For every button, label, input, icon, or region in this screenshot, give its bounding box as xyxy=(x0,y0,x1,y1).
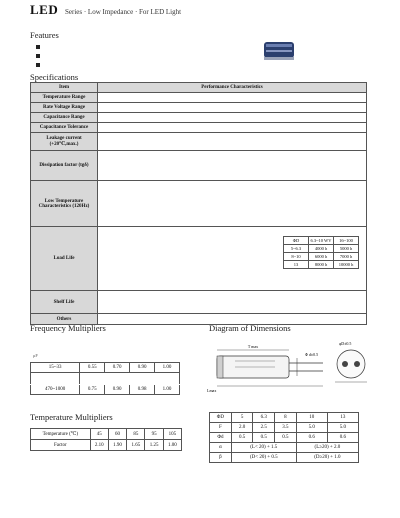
spec-item: Leakage current (+20℃,max.) xyxy=(31,133,98,151)
series-subtitle: Series · Low Impedance · For LED Light xyxy=(64,8,182,16)
table-row xyxy=(210,423,359,433)
table-cell: 8 xyxy=(275,413,297,423)
table-cell: 60 xyxy=(108,429,126,440)
table-row xyxy=(210,433,359,443)
capacitor-image xyxy=(263,40,295,62)
table-cell: 10000 h xyxy=(334,261,359,269)
table-row xyxy=(210,453,359,463)
table-cell: 7000 h xyxy=(334,253,359,261)
spec-perf xyxy=(98,291,367,314)
feature-item xyxy=(36,61,45,69)
table-cell: α xyxy=(210,443,232,453)
table-cell: 10 xyxy=(296,413,327,423)
table-cell: 1.00 xyxy=(155,385,180,395)
spec-perf xyxy=(98,123,367,133)
table-cell: 0.75 xyxy=(80,385,105,395)
table-cell: 0.6 xyxy=(327,433,358,443)
table-cell: 3.5 xyxy=(275,423,297,433)
specifications-table xyxy=(30,82,367,325)
spec-item: Shelf Life xyxy=(31,291,98,314)
table-row xyxy=(31,385,180,395)
table-cell: 6000 h xyxy=(309,253,334,261)
table-cell: 0.5 xyxy=(275,433,297,443)
dim-label-small: φD±0.5 xyxy=(339,341,352,346)
table-cell: (D< 20) + 0.5 xyxy=(231,453,296,463)
table-cell: 4000 h xyxy=(309,245,334,253)
table-cell: 0.90 xyxy=(130,363,155,373)
dim-label-left: Lmax xyxy=(207,388,217,393)
table-cell: 15~33 xyxy=(31,363,80,373)
table-cell: 45 xyxy=(90,429,108,440)
table-row xyxy=(31,373,180,385)
table-cell: 1.00 xyxy=(155,363,180,373)
unit-label: μF xyxy=(33,353,38,358)
table-cell: Φd xyxy=(210,433,232,443)
table-cell xyxy=(31,373,80,385)
table-row xyxy=(284,237,359,245)
table-cell: 1.00 xyxy=(163,440,181,451)
table-cell: 0.70 xyxy=(105,363,130,373)
table-cell: 470~1000 xyxy=(31,385,80,395)
table-cell: 6.3~10 WV xyxy=(310,238,332,243)
table-cell: (L≥20) + 2.0 xyxy=(296,443,358,453)
table-row xyxy=(31,440,182,451)
table-cell: Temperature (℃) xyxy=(31,429,91,440)
table-cell: F xyxy=(210,423,232,433)
table-row xyxy=(284,261,359,269)
col-item: Item xyxy=(31,83,98,93)
feature-item xyxy=(36,43,45,51)
table-cell: (D≥20) + 1.0 xyxy=(296,453,358,463)
table-cell: 8000 h xyxy=(309,261,334,269)
table-cell: 0.5 xyxy=(253,433,275,443)
table-cell: β xyxy=(210,453,232,463)
spec-perf xyxy=(98,93,367,103)
table-row xyxy=(31,123,367,133)
table-row xyxy=(31,151,367,181)
table-cell: 5~6.3 xyxy=(284,245,309,253)
spec-perf xyxy=(98,103,367,113)
series-name: LED xyxy=(30,2,59,17)
spec-item: Load Life xyxy=(31,227,98,291)
table-row xyxy=(31,363,180,373)
table-cell: 105 xyxy=(163,429,181,440)
dim-label-top: T max xyxy=(247,344,259,349)
table-cell xyxy=(130,373,155,385)
spec-perf xyxy=(98,133,367,151)
table-cell: 0.6 xyxy=(296,433,327,443)
table-cell xyxy=(80,373,105,385)
feature-item xyxy=(36,52,45,60)
table-cell: 0.90 xyxy=(105,385,130,395)
spec-item: Temperature Range xyxy=(31,93,98,103)
table-cell: 2.5 xyxy=(253,423,275,433)
table-row xyxy=(284,245,359,253)
table-cell: ΦD xyxy=(210,413,232,423)
spec-item: Low Temperature Characteristics (120Hz) xyxy=(31,181,98,227)
table-cell: 2.10 xyxy=(90,440,108,451)
table-row xyxy=(210,443,359,453)
bullet-icon xyxy=(36,45,40,49)
dimensions-title: Diagram of Dimensions xyxy=(209,323,291,333)
table-row xyxy=(31,133,367,151)
table-cell: 85 xyxy=(127,429,145,440)
table-cell: 5000 h xyxy=(334,245,359,253)
specifications-title: Specifications xyxy=(30,72,79,82)
table-cell: 0.98 xyxy=(130,385,155,395)
table-row xyxy=(284,253,359,261)
table-cell: 13 xyxy=(284,261,309,269)
bullet-icon xyxy=(36,54,40,58)
spec-item: Others xyxy=(31,314,98,325)
spec-item: Rate Voltage Range xyxy=(31,103,98,113)
table-cell: 95 xyxy=(145,429,163,440)
table-cell xyxy=(105,373,130,385)
features-title: Features xyxy=(30,30,59,40)
spec-perf xyxy=(98,181,367,227)
table-cell: 1.65 xyxy=(127,440,145,451)
table-cell: 6.3 xyxy=(253,413,275,423)
dimensions-table xyxy=(209,412,359,463)
table-cell: (L< 20) + 1.5 xyxy=(231,443,296,453)
spec-header-row xyxy=(31,83,367,93)
table-cell: 0.5 xyxy=(231,433,253,443)
dim-label-right: Φ d±0.5 xyxy=(305,352,319,357)
table-row xyxy=(31,429,182,440)
table-cell: Factor xyxy=(31,440,91,451)
frequency-table xyxy=(30,362,180,395)
table-row xyxy=(31,113,367,123)
frequency-title: Frequency Multipliers xyxy=(30,323,106,333)
col-performance: Performance Characteristics xyxy=(98,83,367,93)
table-cell xyxy=(155,373,180,385)
table-cell: 0.55 xyxy=(80,363,105,373)
spec-item: Capacitance Tolerance xyxy=(31,123,98,133)
table-row xyxy=(31,291,367,314)
table-cell: 1.90 xyxy=(108,440,126,451)
spec-item: Capacitance Range xyxy=(31,113,98,123)
table-cell: 13 xyxy=(327,413,358,423)
table-cell: 1.25 xyxy=(145,440,163,451)
table-row xyxy=(210,413,359,423)
temperature-title: Temperature Multipliers xyxy=(30,412,113,422)
table-cell: 8~10 xyxy=(284,253,309,261)
dimension-diagram xyxy=(205,336,375,404)
table-cell: 5 xyxy=(231,413,253,423)
temperature-table xyxy=(30,428,182,451)
spec-item: Dissipation factor (tgδ) xyxy=(31,151,98,181)
table-cell: 2.0 xyxy=(231,423,253,433)
spec-perf xyxy=(98,113,367,123)
table-row xyxy=(31,93,367,103)
table-cell: ΦD xyxy=(284,237,309,245)
bullet-icon xyxy=(36,63,40,67)
table-cell: 16~100 xyxy=(334,237,359,245)
load-life-table xyxy=(283,236,359,269)
table-cell: 5.0 xyxy=(296,423,327,433)
spec-perf xyxy=(98,151,367,181)
table-row xyxy=(31,181,367,227)
series-title xyxy=(30,2,181,18)
table-row xyxy=(31,103,367,113)
table-cell: 5.0 xyxy=(327,423,358,433)
